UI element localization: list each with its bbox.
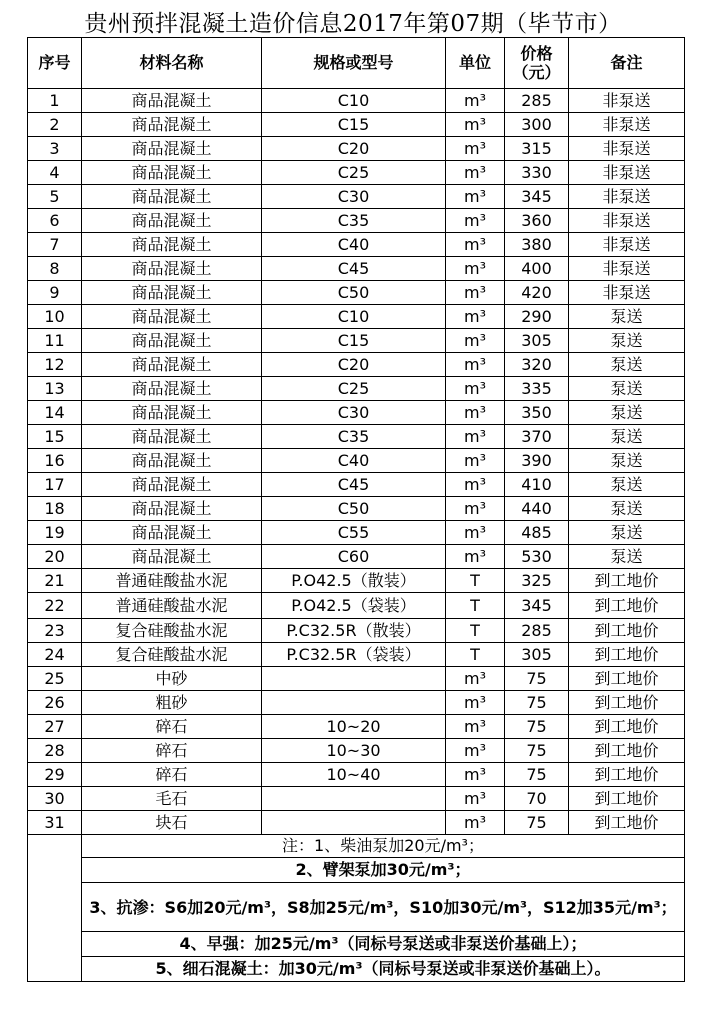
row-spec-cell: P.C32.5R（袋装） — [262, 643, 446, 667]
row-no-cell: 8 — [28, 257, 82, 281]
row-remark-cell: 泵送 — [569, 497, 685, 521]
row-name-cell: 粗砂 — [82, 691, 262, 715]
row-name-cell: 普通硅酸盐水泥 — [82, 569, 262, 593]
row-price-cell: 410 — [505, 473, 569, 497]
row-no-cell: 18 — [28, 497, 82, 521]
row-name-cell: 商品混凝土 — [82, 161, 262, 185]
row-no-cell: 14 — [28, 401, 82, 425]
row-remark-cell: 到工地价 — [569, 739, 685, 763]
row-price-cell: 440 — [505, 497, 569, 521]
row-spec-cell: C40 — [262, 449, 446, 473]
note-4: 4、早强：加25元/m³（同标号泵送或非泵送价基础上）； — [82, 932, 685, 957]
row-remark-cell: 到工地价 — [569, 811, 685, 835]
row-remark-cell: 泵送 — [569, 401, 685, 425]
row-name-cell: 商品混凝土 — [82, 473, 262, 497]
header-price-line1: 价格 — [520, 44, 553, 63]
row-price-cell: 305 — [505, 329, 569, 353]
row-price-cell: 75 — [505, 739, 569, 763]
row-price-cell: 75 — [505, 811, 569, 835]
row-no-cell: 30 — [28, 787, 82, 811]
table-row — [28, 643, 685, 667]
row-remark-cell: 泵送 — [569, 545, 685, 569]
row-name-cell: 商品混凝土 — [82, 185, 262, 209]
row-remark-cell: 非泵送 — [569, 281, 685, 305]
row-spec-cell: C30 — [262, 185, 446, 209]
table-row — [28, 619, 685, 643]
row-price-cell: 335 — [505, 377, 569, 401]
row-name-cell: 商品混凝土 — [82, 209, 262, 233]
row-remark-cell: 泵送 — [569, 521, 685, 545]
row-price-cell: 390 — [505, 449, 569, 473]
row-no-cell: 20 — [28, 545, 82, 569]
row-name-cell: 商品混凝土 — [82, 257, 262, 281]
row-price-cell: 285 — [505, 619, 569, 643]
row-unit-cell: m³ — [446, 233, 505, 257]
row-unit-cell: T — [446, 643, 505, 667]
row-unit-cell: m³ — [446, 497, 505, 521]
table-row — [28, 497, 685, 521]
row-no-cell: 1 — [28, 89, 82, 113]
header-row — [28, 38, 685, 89]
header-spec: 规格或型号 — [262, 38, 446, 89]
row-spec-cell: C60 — [262, 545, 446, 569]
row-no-cell: 19 — [28, 521, 82, 545]
row-name-cell: 商品混凝土 — [82, 329, 262, 353]
table-row — [28, 161, 685, 185]
row-no-cell: 4 — [28, 161, 82, 185]
row-spec-cell: C45 — [262, 257, 446, 281]
row-price-cell: 380 — [505, 233, 569, 257]
row-spec-cell — [262, 811, 446, 835]
row-unit-cell: m³ — [446, 425, 505, 449]
header-price-line2: （元） — [512, 63, 561, 82]
row-remark-cell: 非泵送 — [569, 113, 685, 137]
row-spec-cell: 10~30 — [262, 739, 446, 763]
row-unit-cell: m³ — [446, 209, 505, 233]
table-row — [28, 449, 685, 473]
note-1: 注：1、柴油泵加20元/m³； — [82, 835, 685, 858]
row-remark-cell: 非泵送 — [569, 209, 685, 233]
row-unit-cell: m³ — [446, 377, 505, 401]
row-remark-cell: 到工地价 — [569, 691, 685, 715]
row-no-cell: 21 — [28, 569, 82, 593]
note-3: 3、抗渗：S6加20元/m³，S8加25元/m³，S10加30元/m³，S12加35元/m³； — [82, 883, 685, 932]
note-2: 2、臂架泵加30元/m³； — [82, 858, 685, 883]
row-unit-cell: m³ — [446, 281, 505, 305]
row-price-cell: 325 — [505, 569, 569, 593]
row-name-cell: 商品混凝土 — [82, 401, 262, 425]
row-unit-cell: m³ — [446, 811, 505, 835]
row-price-cell: 330 — [505, 161, 569, 185]
row-spec-cell: C20 — [262, 353, 446, 377]
header-price — [505, 38, 569, 89]
row-no-cell: 16 — [28, 449, 82, 473]
row-spec-cell: 10~40 — [262, 763, 446, 787]
table-row — [28, 425, 685, 449]
row-spec-cell: C25 — [262, 161, 446, 185]
row-unit-cell: m³ — [446, 521, 505, 545]
row-no-cell: 27 — [28, 715, 82, 739]
table-row — [28, 281, 685, 305]
row-spec-cell: P.C32.5R（散装） — [262, 619, 446, 643]
row-unit-cell: m³ — [446, 257, 505, 281]
row-spec-cell: C10 — [262, 305, 446, 329]
row-no-cell: 24 — [28, 643, 82, 667]
table-row — [28, 691, 685, 715]
row-remark-cell: 泵送 — [569, 305, 685, 329]
note-row — [28, 932, 685, 957]
table-row — [28, 377, 685, 401]
row-remark-cell: 到工地价 — [569, 787, 685, 811]
row-unit-cell: m³ — [446, 185, 505, 209]
row-no-cell: 11 — [28, 329, 82, 353]
table-row — [28, 137, 685, 161]
row-spec-cell — [262, 667, 446, 691]
row-unit-cell: m³ — [446, 545, 505, 569]
row-no-cell: 6 — [28, 209, 82, 233]
table-row — [28, 353, 685, 377]
row-spec-cell: C25 — [262, 377, 446, 401]
table-row — [28, 715, 685, 739]
price-table — [27, 37, 685, 982]
table-body — [28, 89, 685, 835]
row-remark-cell: 泵送 — [569, 329, 685, 353]
row-no-cell: 5 — [28, 185, 82, 209]
row-name-cell: 中砂 — [82, 667, 262, 691]
row-name-cell: 碎石 — [82, 763, 262, 787]
row-remark-cell: 泵送 — [569, 377, 685, 401]
row-no-cell: 13 — [28, 377, 82, 401]
row-no-cell: 2 — [28, 113, 82, 137]
table-row — [28, 209, 685, 233]
row-no-cell: 15 — [28, 425, 82, 449]
row-no-cell: 23 — [28, 619, 82, 643]
table-row — [28, 233, 685, 257]
row-no-cell: 10 — [28, 305, 82, 329]
row-remark-cell: 到工地价 — [569, 569, 685, 593]
table-row — [28, 763, 685, 787]
row-remark-cell: 非泵送 — [569, 137, 685, 161]
table-row — [28, 185, 685, 209]
row-remark-cell: 非泵送 — [569, 233, 685, 257]
note-row — [28, 957, 685, 982]
row-price-cell: 530 — [505, 545, 569, 569]
row-name-cell: 复合硅酸盐水泥 — [82, 643, 262, 667]
table-row — [28, 739, 685, 763]
row-spec-cell: C45 — [262, 473, 446, 497]
row-price-cell: 290 — [505, 305, 569, 329]
row-unit-cell: m³ — [446, 161, 505, 185]
row-remark-cell: 非泵送 — [569, 257, 685, 281]
row-remark-cell: 非泵送 — [569, 185, 685, 209]
row-name-cell: 商品混凝土 — [82, 545, 262, 569]
row-remark-cell: 泵送 — [569, 449, 685, 473]
note-5: 5、细石混凝土：加30元/m³（同标号泵送或非泵送价基础上）。 — [82, 957, 685, 982]
row-no-cell: 22 — [28, 593, 82, 619]
row-remark-cell: 泵送 — [569, 353, 685, 377]
row-spec-cell: C35 — [262, 209, 446, 233]
row-no-cell: 25 — [28, 667, 82, 691]
table-row — [28, 521, 685, 545]
table-row — [28, 667, 685, 691]
row-unit-cell: m³ — [446, 473, 505, 497]
row-name-cell: 商品混凝土 — [82, 377, 262, 401]
row-unit-cell: m³ — [446, 113, 505, 137]
row-remark-cell: 泵送 — [569, 473, 685, 497]
row-remark-cell: 泵送 — [569, 425, 685, 449]
row-no-cell: 9 — [28, 281, 82, 305]
table-row — [28, 545, 685, 569]
table-row — [28, 787, 685, 811]
row-remark-cell: 到工地价 — [569, 763, 685, 787]
row-price-cell: 420 — [505, 281, 569, 305]
row-unit-cell: T — [446, 593, 505, 619]
row-price-cell: 320 — [505, 353, 569, 377]
row-spec-cell: C40 — [262, 233, 446, 257]
row-no-cell: 26 — [28, 691, 82, 715]
row-spec-cell: C55 — [262, 521, 446, 545]
table-row — [28, 329, 685, 353]
row-name-cell: 商品混凝土 — [82, 353, 262, 377]
row-no-cell: 31 — [28, 811, 82, 835]
row-name-cell: 毛石 — [82, 787, 262, 811]
table-row — [28, 593, 685, 619]
row-name-cell: 普通硅酸盐水泥 — [82, 593, 262, 619]
row-price-cell: 75 — [505, 667, 569, 691]
row-price-cell: 70 — [505, 787, 569, 811]
header-unit: 单位 — [446, 38, 505, 89]
row-unit-cell: m³ — [446, 763, 505, 787]
row-remark-cell: 非泵送 — [569, 89, 685, 113]
row-name-cell: 复合硅酸盐水泥 — [82, 619, 262, 643]
notes-body — [28, 835, 685, 982]
row-spec-cell: C15 — [262, 329, 446, 353]
row-spec-cell: C50 — [262, 281, 446, 305]
row-spec-cell — [262, 787, 446, 811]
table-row — [28, 569, 685, 593]
note-row — [28, 858, 685, 883]
row-name-cell: 碎石 — [82, 739, 262, 763]
header-no: 序号 — [28, 38, 82, 89]
row-price-cell: 300 — [505, 113, 569, 137]
row-unit-cell: m³ — [446, 691, 505, 715]
note-blank-cell — [28, 835, 82, 982]
row-price-cell: 75 — [505, 691, 569, 715]
table-row — [28, 305, 685, 329]
row-name-cell: 碎石 — [82, 715, 262, 739]
row-unit-cell: m³ — [446, 353, 505, 377]
row-unit-cell: m³ — [446, 137, 505, 161]
row-spec-cell: C30 — [262, 401, 446, 425]
row-unit-cell: T — [446, 569, 505, 593]
row-remark-cell: 到工地价 — [569, 593, 685, 619]
table-row — [28, 811, 685, 835]
row-price-cell: 75 — [505, 715, 569, 739]
row-no-cell: 29 — [28, 763, 82, 787]
row-unit-cell: m³ — [446, 89, 505, 113]
row-remark-cell: 到工地价 — [569, 619, 685, 643]
row-price-cell: 370 — [505, 425, 569, 449]
row-name-cell: 商品混凝土 — [82, 305, 262, 329]
row-price-cell: 485 — [505, 521, 569, 545]
row-price-cell: 345 — [505, 593, 569, 619]
table-row — [28, 113, 685, 137]
row-no-cell: 28 — [28, 739, 82, 763]
table-row — [28, 473, 685, 497]
row-spec-cell: C35 — [262, 425, 446, 449]
row-remark-cell: 到工地价 — [569, 643, 685, 667]
row-remark-cell: 到工地价 — [569, 715, 685, 739]
row-name-cell: 商品混凝土 — [82, 449, 262, 473]
row-unit-cell: m³ — [446, 739, 505, 763]
header-name: 材料名称 — [82, 38, 262, 89]
row-unit-cell: m³ — [446, 715, 505, 739]
row-unit-cell: m³ — [446, 787, 505, 811]
row-name-cell: 商品混凝土 — [82, 521, 262, 545]
row-spec-cell: 10~20 — [262, 715, 446, 739]
row-unit-cell: m³ — [446, 449, 505, 473]
row-spec-cell: C10 — [262, 89, 446, 113]
row-no-cell: 3 — [28, 137, 82, 161]
row-unit-cell: m³ — [446, 305, 505, 329]
row-price-cell: 400 — [505, 257, 569, 281]
row-name-cell: 商品混凝土 — [82, 497, 262, 521]
table-row — [28, 89, 685, 113]
row-price-cell: 75 — [505, 763, 569, 787]
table-row — [28, 257, 685, 281]
row-remark-cell: 到工地价 — [569, 667, 685, 691]
row-name-cell: 商品混凝土 — [82, 233, 262, 257]
row-no-cell: 17 — [28, 473, 82, 497]
row-spec-cell: P.O42.5（散装） — [262, 569, 446, 593]
note-row — [28, 883, 685, 932]
header-remark: 备注 — [569, 38, 685, 89]
row-price-cell: 315 — [505, 137, 569, 161]
row-unit-cell: m³ — [446, 329, 505, 353]
row-price-cell: 360 — [505, 209, 569, 233]
row-spec-cell: P.O42.5（袋装） — [262, 593, 446, 619]
row-spec-cell — [262, 691, 446, 715]
row-name-cell: 商品混凝土 — [82, 89, 262, 113]
row-unit-cell: m³ — [446, 401, 505, 425]
row-price-cell: 350 — [505, 401, 569, 425]
row-spec-cell: C50 — [262, 497, 446, 521]
row-price-cell: 285 — [505, 89, 569, 113]
row-unit-cell: m³ — [446, 667, 505, 691]
row-no-cell: 7 — [28, 233, 82, 257]
row-name-cell: 商品混凝土 — [82, 137, 262, 161]
table-row — [28, 401, 685, 425]
row-spec-cell: C15 — [262, 113, 446, 137]
row-name-cell: 商品混凝土 — [82, 425, 262, 449]
row-price-cell: 345 — [505, 185, 569, 209]
row-remark-cell: 非泵送 — [569, 161, 685, 185]
row-unit-cell: T — [446, 619, 505, 643]
row-price-cell: 305 — [505, 643, 569, 667]
row-spec-cell: C20 — [262, 137, 446, 161]
page-title: 贵州预拌混凝土造价信息2017年第07期（毕节市） — [84, 11, 622, 37]
row-name-cell: 商品混凝土 — [82, 281, 262, 305]
row-name-cell: 块石 — [82, 811, 262, 835]
note-row — [28, 835, 685, 858]
row-no-cell: 12 — [28, 353, 82, 377]
row-name-cell: 商品混凝土 — [82, 113, 262, 137]
